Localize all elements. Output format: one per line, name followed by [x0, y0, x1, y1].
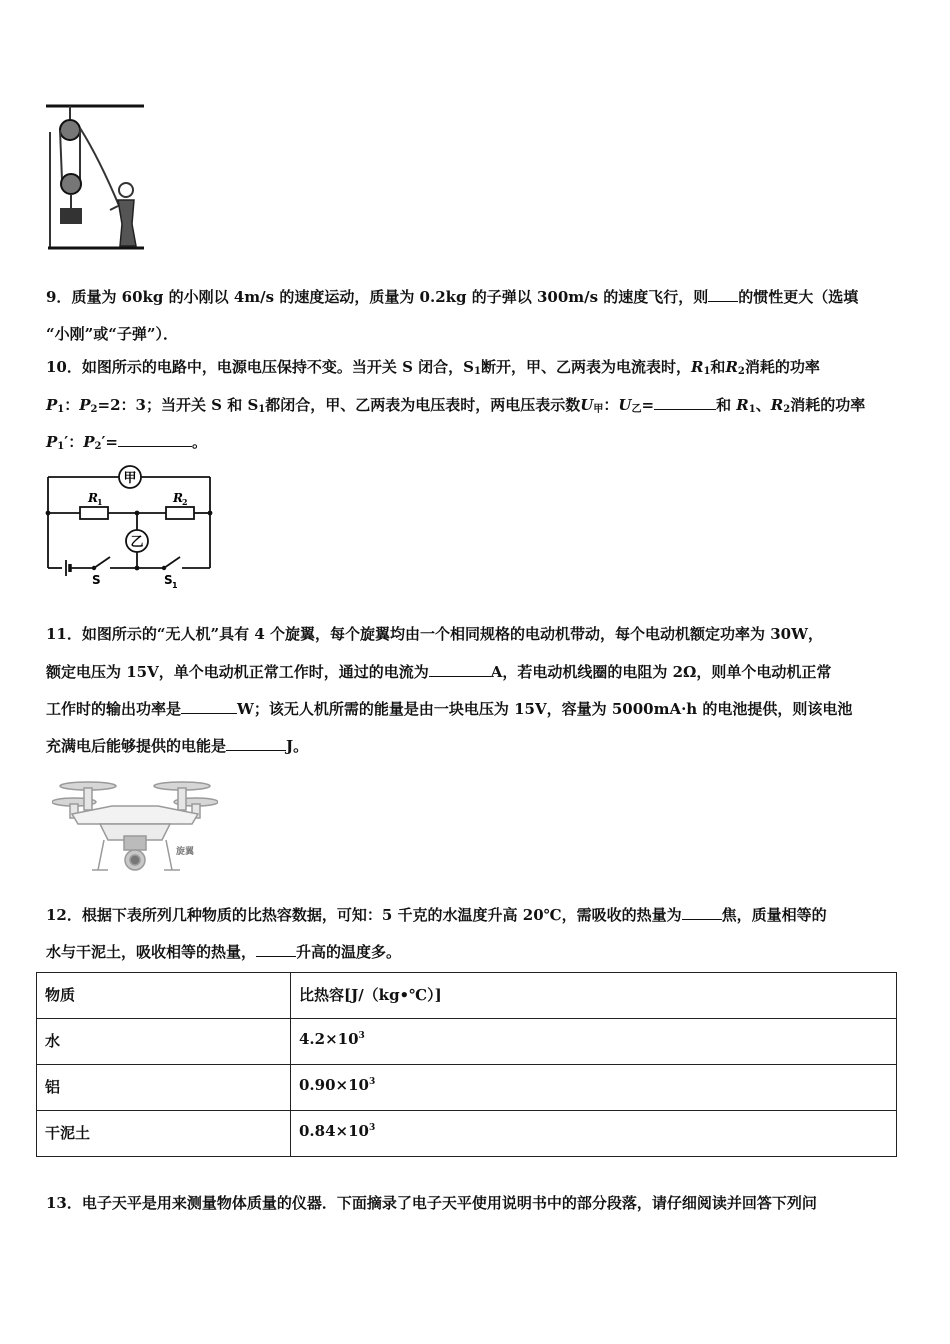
switch-s1-label: S — [164, 573, 173, 587]
svg-text:1: 1 — [172, 581, 178, 590]
q11-line-3: 工作时的输出功率是 W；该无人机所需的能量是由一块电压为 15V，容量为 5000mA·h 的电池提供，则该电池 — [46, 700, 853, 718]
q12-heat-blank[interactable] — [682, 905, 722, 920]
pulley-figure — [44, 98, 146, 254]
q10-number: 10． — [46, 358, 82, 376]
circuit-diagram — [40, 460, 216, 592]
q12-number: 12． — [46, 906, 82, 924]
table-header-substance: 物质 — [37, 973, 291, 1019]
svg-text:1: 1 — [97, 497, 103, 507]
q12-line-2: 水与干泥土，吸收相等的热量， 升高的温度多。 — [46, 943, 402, 961]
q11-output-power-blank[interactable] — [181, 699, 237, 714]
q9-line-1: 9．质量为 60kg 的小刚以 4m/s 的速度运动，质量为 0.2kg 的子弹以 300m/s 的速度飞行，则 的惯性更大（选填 — [46, 288, 859, 306]
q9-number: 9． — [46, 288, 72, 306]
q12-line-1: 12．根据下表所列几种物质的比热容数据，可知：5 千克的水温度升高 20℃，需吸收的热量为 焦，质量相等的 — [46, 906, 827, 924]
q11-line-2: 额定电压为 15V，单个电动机正常工作时，通过的电流为 A，若电动机线圈的电阻为 2Ω，则单个电动机正常 — [46, 663, 832, 681]
table-cell-value: $0.90\times 10^3$ — [291, 1065, 897, 1111]
meter-yi-label: 乙 — [130, 535, 144, 550]
switch-s-label: S — [92, 573, 101, 587]
q11-number: 11． — [46, 625, 82, 643]
q13-number: 13． — [46, 1194, 82, 1212]
table-cell-value: $0.84\times 10^3$ — [291, 1111, 897, 1157]
q13-line-1: 13．电子天平是用来测量物体质量的仪器．下面摘录了电子天平使用说明书中的部分段落，请仔细阅读并回答下列问 — [46, 1194, 817, 1212]
q10-line-3: $P_1'$：$P_2'=$ 。 — [46, 433, 208, 452]
q10-power-ratio-blank[interactable] — [118, 432, 192, 447]
q9-text: 质量为 60kg 的小刚以 4m/s 的速度运动，质量为 0.2kg 的子弹以 300m/s 的速度飞行，则 — [71, 288, 709, 306]
q11-line-1: 11．如图所示的“无人机”具有 4 个旋翼，每个旋翼均由一个相同规格的电动机带动，每个电动机额定功率为 30W， — [46, 625, 823, 643]
table-header-row — [37, 973, 897, 1019]
r2-label: R — [173, 491, 183, 505]
q10-voltage-ratio-blank[interactable] — [654, 395, 716, 410]
table-cell-substance: 干泥土 — [37, 1111, 291, 1157]
table-header-specific-heat: 比热容[J/（kg•℃）] — [291, 973, 897, 1019]
q10-line-1: 10．如图所示的电路中，电源电压保持不变。当开关 S 闭合，$S_1$断开，甲、乙两表为电流表时，$R_1$和$R_2$消耗的功率 — [46, 358, 820, 377]
q11-line-4: 充满电后能够提供的电能是 J。 — [46, 737, 309, 755]
table-cell-value: $4.2\times 10^3$ — [291, 1019, 897, 1065]
table-cell-substance: 水 — [37, 1019, 291, 1065]
svg-text:2: 2 — [182, 497, 188, 507]
r1-label: R — [88, 491, 98, 505]
table-cell-substance: 铝 — [37, 1065, 291, 1111]
q9-answer-blank[interactable] — [708, 287, 738, 302]
drone-rotor-label: 旋翼 — [176, 847, 195, 857]
q11-current-blank[interactable] — [429, 662, 491, 677]
specific-heat-table — [36, 972, 897, 1157]
q11-energy-blank[interactable] — [226, 736, 286, 751]
q12-substance-blank[interactable] — [256, 942, 296, 957]
q9-line-2: “小刚”或“子弹”）． — [46, 325, 179, 343]
table-row — [37, 1111, 897, 1157]
q10-line-2: $P_1$：$P_2=2$：3；当开关 S 和 $S_1$都闭合，甲、乙两表为电压表时，两电压表示数$U_甲$：$U_乙=$ 和 $R_1$、$R_2$消耗的功率 — [46, 396, 866, 415]
meter-jia-label: 甲 — [123, 471, 137, 486]
drone-image — [52, 770, 218, 882]
table-row — [37, 1019, 897, 1065]
table-row — [37, 1065, 897, 1111]
